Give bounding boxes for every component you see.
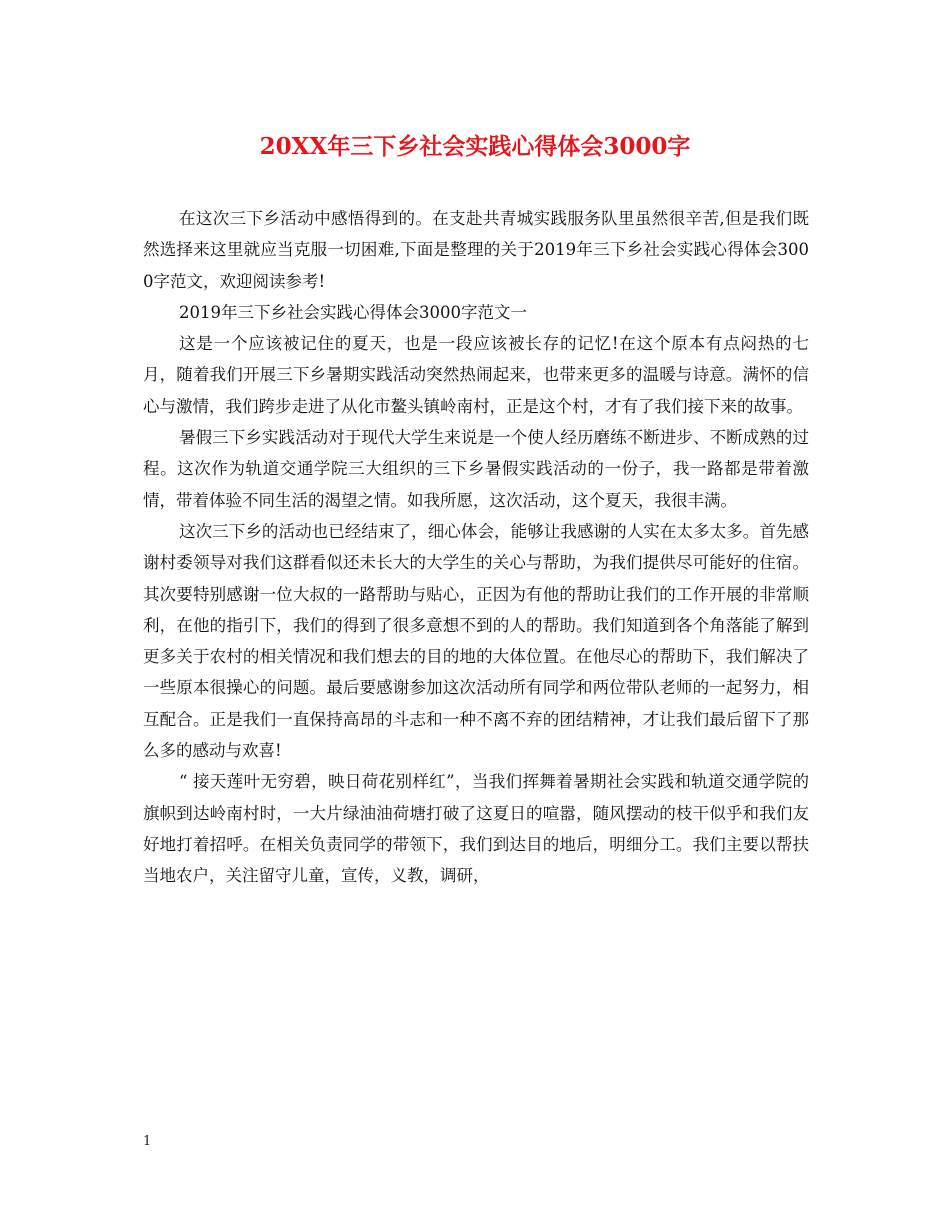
document-title: 20XX年三下乡社会实践心得体会3000字 [259, 133, 691, 160]
paragraph-thanks: 这次三下乡的活动也已经结束了，细心体会，能够让我感谢的人实在太多太多。首先感谢村委领导对我们这群看似还未长大的大学生的关心与帮助，为我们提供尽可能好的住宿。其次要特别感谢一位大叔的一路帮助与贴心，正因为有他的帮助让我们的工作开展的非常顺利，在他的指引下，我们的得到了很多意想不到的人的帮助。我们知道到各个角落能了解到更多关于农村的相关情况和我们想去的目的地的大体位置。在他尽心的帮助下，我们解决了一些原本很操心的问题。最后要感谢参加这次活动所有同学和两位带队老师的一起努力，相互配合。正是我们一直保持高昂的斗志和一种不离不弃的团结精神，才让我们最后留下了那么多的感动与欢喜! [143, 521, 809, 761]
paragraph-subheading: 2019年三下乡社会实践心得体会3000字范文一 [179, 302, 527, 322]
paragraph-lotus-arrival: “ 接天莲叶无穷碧，映日荷花别样红”，当我们挥舞着暑期社会实践和轨道交通学院的旗帜到达岭南村时，一大片绿油油荷塘打破了这夏日的喧嚣，随风摆动的枝干似乎和我们友好地打着招呼。在相关负责同学的带领下，我们到达目的地后，明细分工。我们主要以帮扶当地农户，关注留守儿童，宣传，义教，调研， [143, 772, 809, 886]
paragraph-intro: 在这次三下乡活动中感悟得到的。在支赴共青城实践服务队里虽然很辛苦,但是我们既然选择来这里就应当克服一切困难,下面是整理的关于2019年三下乡社会实践心得体会3000字范文，欢迎阅读参考! [143, 209, 809, 291]
page-number: 1 [143, 1134, 152, 1149]
document-body [143, 203, 809, 892]
paragraph-practice-process: 暑假三下乡实践活动对于现代大学生来说是一个使人经历磨练不断进步、不断成熟的过程。这次作为轨道交通学院三大组织的三下乡暑假实践活动的一份子，我一路都是带着激情，带着体验不同生活的渴望之情。如我所愿，这次活动，这个夏天，我很丰满。 [143, 428, 809, 510]
paragraph-summer-memory: 这是一个应该被记住的夏天，也是一段应该被长存的记忆!在这个原本有点闷热的七月，随着我们开展三下乡暑期实践活动突然热闹起来，也带来更多的温暖与诗意。满怀的信心与激情，我们跨步走进了从化市鳌头镇岭南村，正是这个村，才有了我们接下来的故事。 [143, 334, 809, 416]
